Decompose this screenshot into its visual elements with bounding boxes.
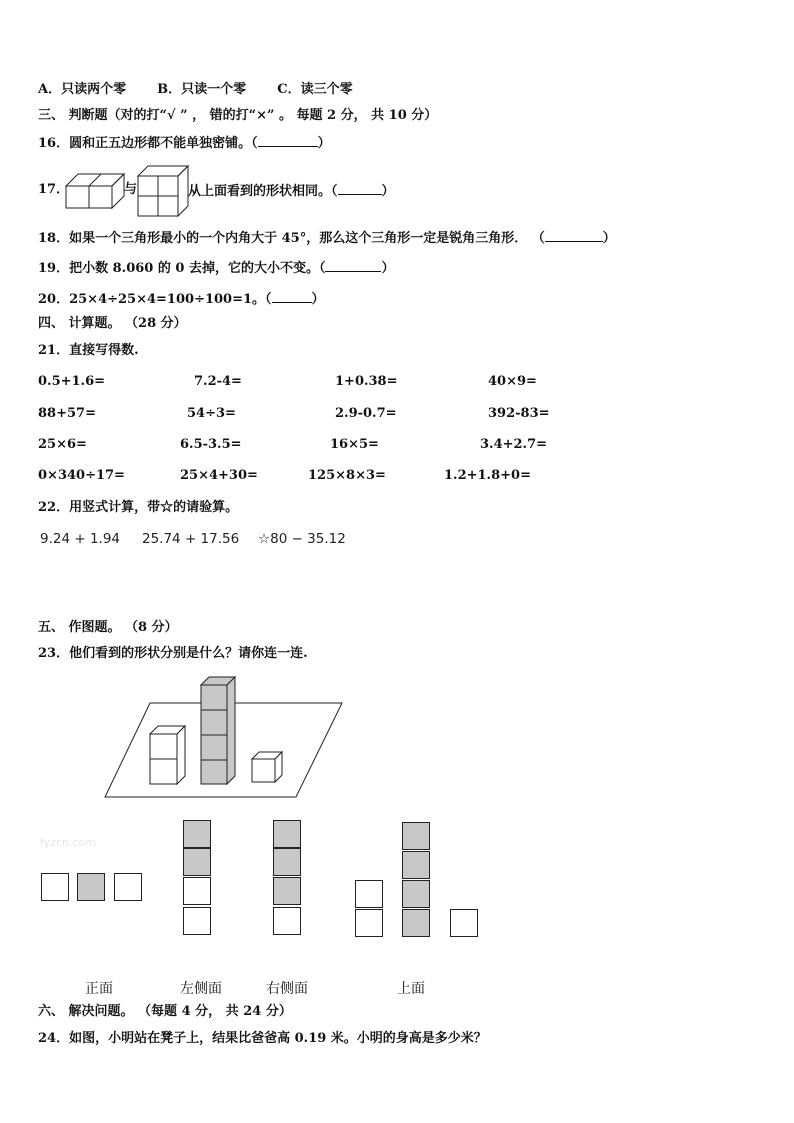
vertical-calc-item: ☆80 − 35.12 <box>258 531 346 547</box>
calc-item: 0×340÷17= <box>38 468 125 483</box>
cube-scene <box>100 672 350 802</box>
calc-item: 2.9-0.7= <box>335 406 397 421</box>
section-3-title: 三、 判断题（对的打“√ ” ， 错的打“×” 。 每题 2 分， 共 10 分） <box>38 108 438 123</box>
calc-item: 88+57= <box>38 406 96 421</box>
question-23-title: 23．他们看到的形状分别是什么？请你连一连. <box>38 646 308 661</box>
shape-square-grid-icon <box>136 164 190 218</box>
question-22-title: 22．用竖式计算，带☆的请验算。 <box>38 500 239 515</box>
answer-blank-17[interactable] <box>338 182 382 195</box>
view-square <box>402 909 430 937</box>
label-left-view[interactable]: 左侧面 <box>180 981 222 997</box>
cube-stack-tall <box>201 677 235 784</box>
vertical-calc-item: 25.74 + 17.56 <box>142 531 240 547</box>
view-square <box>41 873 69 901</box>
view-square <box>355 880 383 908</box>
section-5-title: 五、 作图题。 （8 分） <box>38 620 178 635</box>
section-6-title: 六、 解决问题。 （每题 4 分， 共 24 分） <box>38 1004 292 1019</box>
view-square <box>273 820 301 848</box>
view-square <box>450 909 478 937</box>
choice-c[interactable]: C．读三个零 <box>277 82 353 97</box>
answer-blank-19[interactable] <box>325 259 381 272</box>
cube-single <box>252 752 282 782</box>
label-right-view[interactable]: 右侧面 <box>266 981 308 997</box>
view-square <box>273 848 301 876</box>
calc-item: 392-83= <box>488 406 550 421</box>
calc-item: 1.2+1.8+0= <box>444 468 531 483</box>
shape-2x2-prism-icon <box>64 168 130 212</box>
view-square <box>183 848 211 876</box>
question-17-number: 17． <box>38 182 70 197</box>
calc-item: 1+0.38= <box>335 374 398 389</box>
calc-item: 25×6= <box>38 437 87 452</box>
calc-item: 6.5-3.5= <box>180 437 242 452</box>
label-top-view[interactable]: 上面 <box>397 981 425 997</box>
view-square <box>183 907 211 935</box>
question-16: 16．圆和正五边形都不能单独密铺。（ ） <box>38 136 331 151</box>
calc-item: 3.4+2.7= <box>480 437 548 452</box>
view-square <box>183 877 211 905</box>
watermark: fyzcn.com <box>40 836 96 849</box>
view-square <box>355 909 383 937</box>
calc-item: 25×4+30= <box>180 468 258 483</box>
calc-item: 0.5+1.6= <box>38 374 106 389</box>
question-20: 20．25×4÷25×4=100÷100=1。（ ） <box>38 292 325 307</box>
calc-item: 54÷3= <box>187 406 236 421</box>
view-square <box>402 822 430 850</box>
answer-blank-16[interactable] <box>258 134 318 147</box>
question-18: 18．如果一个三角形最小的一个内角大于 45°，那么这个三角形一定是锐角三角形． （ ） <box>38 231 616 246</box>
choice-a[interactable]: A．只读两个零 <box>38 82 127 97</box>
view-square <box>402 880 430 908</box>
choices-line <box>38 82 353 98</box>
answer-blank-20[interactable] <box>272 290 312 303</box>
question-17: 从上面看到的形状相同。（ ） <box>188 184 395 199</box>
view-square <box>183 820 211 848</box>
question-17-and: 与 <box>124 182 138 197</box>
cube-stack-left <box>150 726 185 784</box>
calc-item: 7.2-4= <box>194 374 242 389</box>
view-square <box>273 907 301 935</box>
view-square <box>402 851 430 879</box>
view-square <box>77 873 105 901</box>
question-21-title: 21．直接写得数. <box>38 343 139 358</box>
view-square <box>114 873 142 901</box>
view-square <box>273 877 301 905</box>
vertical-calc-item: 9.24 + 1.94 <box>40 531 121 547</box>
choice-b[interactable]: B．只读一个零 <box>157 82 247 97</box>
calc-item: 125×8×3= <box>308 468 386 483</box>
calc-item: 16×5= <box>330 437 379 452</box>
question-19: 19．把小数 8.060 的 0 去掉，它的大小不变。（ ） <box>38 261 395 276</box>
answer-blank-18[interactable] <box>545 229 603 242</box>
section-4-title: 四、 计算题。 （28 分） <box>38 316 187 331</box>
question-24: 24．如图，小明站在凳子上，结果比爸爸高 0.19 米。小明的身高是多少米？ <box>38 1031 487 1046</box>
calc-item: 40×9= <box>488 374 537 389</box>
label-front-view[interactable]: 正面 <box>85 981 113 997</box>
